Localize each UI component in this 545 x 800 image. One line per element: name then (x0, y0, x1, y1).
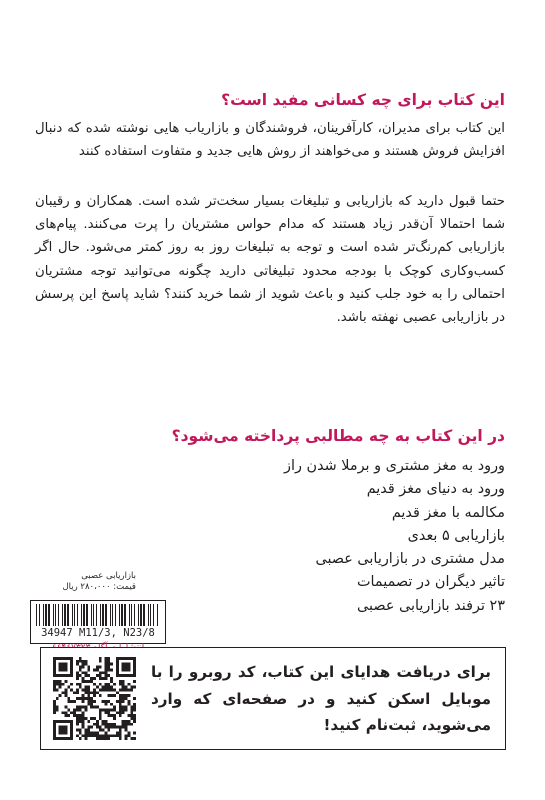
list-item: مکالمه با مغز قدیم (391, 504, 505, 521)
sticker-price: قیمت: ۲۸۰،۰۰۰ ریال (62, 582, 136, 592)
topic-list (195, 455, 505, 618)
list-item: ورود به دنیای مغز قدیم (366, 481, 505, 498)
promo-box (40, 647, 506, 750)
section-heading-audience: این کتاب برای چه کسانی مفید است؟ (221, 91, 505, 109)
price-sticker (58, 571, 136, 593)
list-item: تاثیر دیگران در تصمیمات (356, 574, 505, 591)
list-item: مدل مشتری در بازاریابی عصبی (315, 551, 505, 568)
intro-paragraph: این کتاب برای مدیران، کارآفرینان، فروشندگان و بازاریاب هایی نوشته شده که دنبال افزایش فروش هستند و می‌خواهند از روش هایی جدید و متفاوت استفاده کنند (35, 121, 505, 160)
sticker-book-title: بازاریابی عصبی (81, 571, 136, 581)
body-paragraph: حتما قبول دارید که بازاریابی و تبلیغات بسیار سخت‌تر شده است. همکاران و رقیبان شما احتمالا آن‌قدر زیاد هستند که مدام حواس مشتریان را پرت می‌کنند. پیام‌های بازاریابی کم‌رنگ‌تر شده است و توجه به تبلیغات روز به روز کمتر می‌شود. حال اگر کسب‌وکاری کوچک با بودجه محدود تبلیغاتی دارید چگونه می‌توانید توجه مشتریان احتمالی را به خود جلب کنید و باعث شوید از شما خرید کنند؟ شاید پاسخ این پرسش در بازاریابی عصبی نهفته باشد. (35, 194, 505, 326)
section-heading-topics: در این کتاب به چه مطالبی پرداخته می‌شود؟ (171, 427, 505, 445)
barcode-code: 34947 M11/3, N23/8 (41, 627, 155, 639)
qr-code-icon (53, 657, 136, 740)
list-item: ۲۳ ترفند بازاریابی عصبی (357, 597, 505, 614)
promo-text: برای دریافت هدایای این کتاب، کد روبرو را با موبایل اسکن کنید و در صفحه‌ای که وارد می‌شوید، ثبت‌نام کنید! (151, 663, 491, 734)
list-item: ورود به مغز مشتری و برملا شدن راز (284, 458, 505, 474)
barcode-icon (34, 604, 162, 626)
list-item: بازاریابی ۵ بعدی (407, 527, 505, 544)
barcode-label (30, 600, 166, 644)
